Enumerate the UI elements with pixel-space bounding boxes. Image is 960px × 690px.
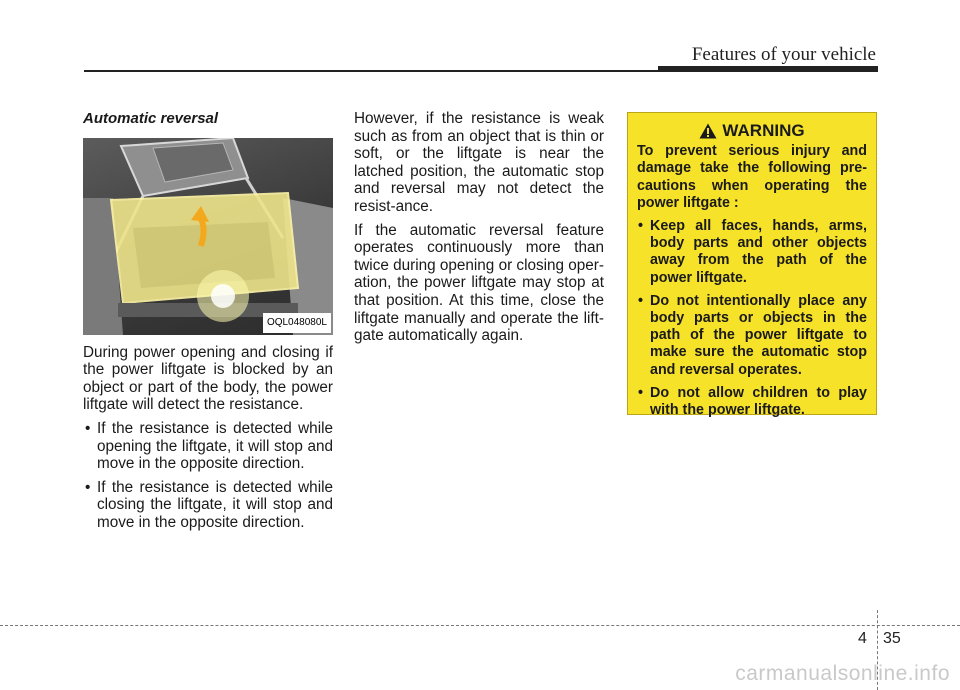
paragraph-resistance: However, if the resistance is weak such as from an object that is thin or soft, or the liftgate is near the latched position, the automatic stop and reversal may not detect the resist-ance. [354,110,604,215]
middle-column [354,110,604,351]
section-title: Automatic reversal [83,110,219,127]
watermark: carmanualsonline.info [735,662,950,685]
warning-list-item: • Do not intentionally place any body parts or objects in the path of the power liftgate to make sure the automatic stop and reversal operates. [637,293,867,379]
liftgate-figure [83,138,333,335]
list-item: • If the resistance is detected while closing the liftgate, it will stop and move in the opposite direction. [83,479,333,532]
left-column [83,110,333,538]
warning-list-item: • Keep all faces, hands, arms, body parts and other objects away from the path of the power liftgate. [637,218,867,287]
warning-list-item: • Do not allow children to play with the power liftgate. [637,385,867,419]
footer-rule [0,625,960,626]
header-rule-accent [658,66,878,72]
warning-title: WARNING [722,121,805,140]
page-number: 35 [883,630,901,647]
figure-code: OQL048080L [263,313,331,333]
obstruction-point [211,284,235,308]
warning-header [637,122,867,139]
paragraph-continuous-operation: If the automatic reversal feature operates continuously more than twice during opening or closing oper-ation, the power liftgate may stop at that position. At this time, close the liftgate manually and operate the lift-gate automatically again. [354,221,604,345]
warning-triangle-icon [699,123,717,139]
header-title: Features of your vehicle [691,44,876,65]
warning-intro: To prevent serious injury and damage take the following pre-cautions when operating the power liftgate : [637,143,867,211]
intro-paragraph: During power opening and closing if the power liftgate is blocked by an object or part of the body, the power liftgate will detect the resistance. [83,343,333,414]
warning-box [627,112,877,419]
liftgate-illustration [83,138,333,335]
chapter-number: 4 [858,630,867,647]
list-item: • If the resistance is detected while opening the liftgate, it will stop and move in the opposite direction. [83,420,333,473]
